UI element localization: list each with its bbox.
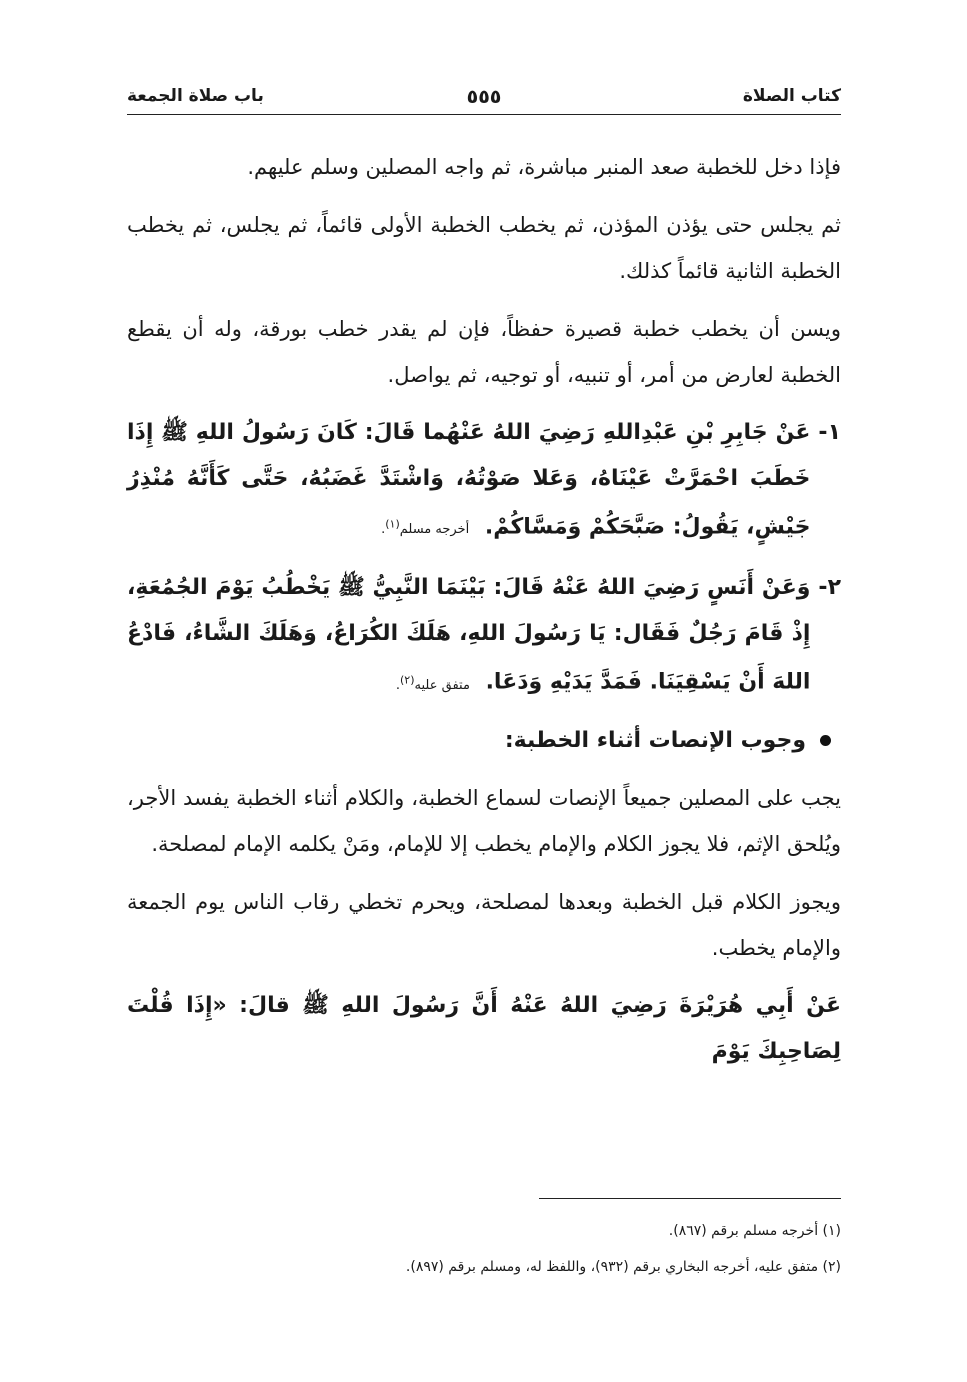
hadith-source: متفق عليه$^{(٢)}$. [395, 673, 470, 693]
paragraph-hadith-abu-hurayrah: عَنْ أَبِي هُرَيْرَةَ رَضِيَ اللهُ عَنْهُ أَنَّ رَسُولَ اللهِ ﷺ قالَ: «إِذَا قُلْتَ لِصَاحِبِكَ يَوْمَ [127, 992, 841, 1064]
section-heading [127, 721, 841, 761]
footnotes [127, 1213, 841, 1285]
hadith-text [127, 410, 810, 553]
footnote-ref: (٢) [400, 673, 415, 687]
hadith-text [127, 565, 810, 708]
hadith-1 [127, 410, 841, 553]
paragraph-khutbah-length: ويسن أن يخطب خطبة قصيرة حفظاً، فإن لم يقدر خطب بورقة، وله أن يقطع الخطبة لعارض من أمر، أو تنبيه، أو توجيه، ثم يواصل. [127, 317, 841, 387]
paragraph-khutbah-entry: فإذا دخل للخطبة صعد المنبر مباشرة، ثم واجه المصلين وسلم عليهم. [247, 155, 841, 179]
hadith-source: أخرجه مسلم$^{(١)}$. [381, 518, 470, 538]
book-title: كتاب الصلاة [742, 86, 841, 106]
page-body [127, 144, 841, 1087]
paragraph-listening-obligation: يجب على المصلين جميعاً الإنصات لسماع الخطبة، والكلام أثناء الخطبة يفسد الأجر، ويُلحق الإثم، فلا يجوز الكلام والإمام يخطب إلا للإمام، ومَنْ يكلمه الإمام لمصلحة. [127, 785, 841, 856]
paragraph-speech-permission: ويجوز الكلام قبل الخطبة وبعدها لمصلحة، ويحرم تخطي رقاب الناس يوم الجمعة والإمام يخطب. [127, 889, 841, 960]
hadith-number: ١- [818, 420, 841, 445]
hadith-body: عَنْ جَابِرِ بْنِ عَبْدِاللهِ رَضِيَ اللهُ عَنْهُما قَالَ: كَانَ رَسُولُ اللهِ ﷺ إِذَا خَطَبَ احْمَرَّتْ عَيْنَاهُ، وَعَلا صَوْتُهُ، وَاشْتَدَّ غَضَبُهُ، حَتَّى كَأَنَّهُ مُنْذِرُ جَيْشٍ، يَقُولُ: صَبَّحَكُمْ وَمَسَّاكُمْ. [127, 420, 811, 540]
footnote-ref: (١) [385, 518, 400, 531]
chapter-title: باب صلاة الجمعة [127, 86, 264, 106]
section-heading-text: وجوب الإنصات أثناء الخطبة: [504, 727, 806, 753]
page-number: ٥٥٥ [466, 86, 502, 108]
footnote-1: (١) أخرجه مسلم برقم (٨٦٧). [668, 1223, 841, 1239]
paragraph-khutbah-order: ثم يجلس حتى يؤذن المؤذن، ثم يخطب الخطبة الأولى قائماً، ثم يجلس، ثم يخطب الخطبة الثانية قائماً كذلك. [127, 213, 841, 283]
footnote-2: (٢) متفق عليه، أخرجه البخاري برقم (٩٣٢)، واللفظ له، ومسلم برقم (٨٩٧). [405, 1259, 841, 1275]
footnote-rule [539, 1198, 841, 1199]
bullet-icon [820, 735, 831, 746]
header-rule [127, 114, 841, 115]
source-label: متفق عليه [414, 677, 470, 693]
hadith-number: ٢- [818, 575, 841, 601]
hadith-2 [127, 565, 841, 708]
hadith-body: وَعَنْ أَنَسٍ رَضِيَ اللهُ عَنْهُ قَالَ: بَيْنَمَا النَّبِيُّ ﷺ يَخْطُبُ يَوْمَ الجُمُعَةِ، إِذْ قَامَ رَجُلٌ فَقَال: يَا رَسُولَ اللهِ، هَلَكَ الكُرَاعُ، وَهَلَكَ الشَّاءُ، فَادْعُ اللهَ أَنْ يَسْقِيَنَا. فَمَدَّ يَدَيْهِ وَدَعَا. [127, 575, 811, 695]
source-label: أخرجه مسلم [399, 522, 470, 538]
running-header [127, 84, 841, 114]
